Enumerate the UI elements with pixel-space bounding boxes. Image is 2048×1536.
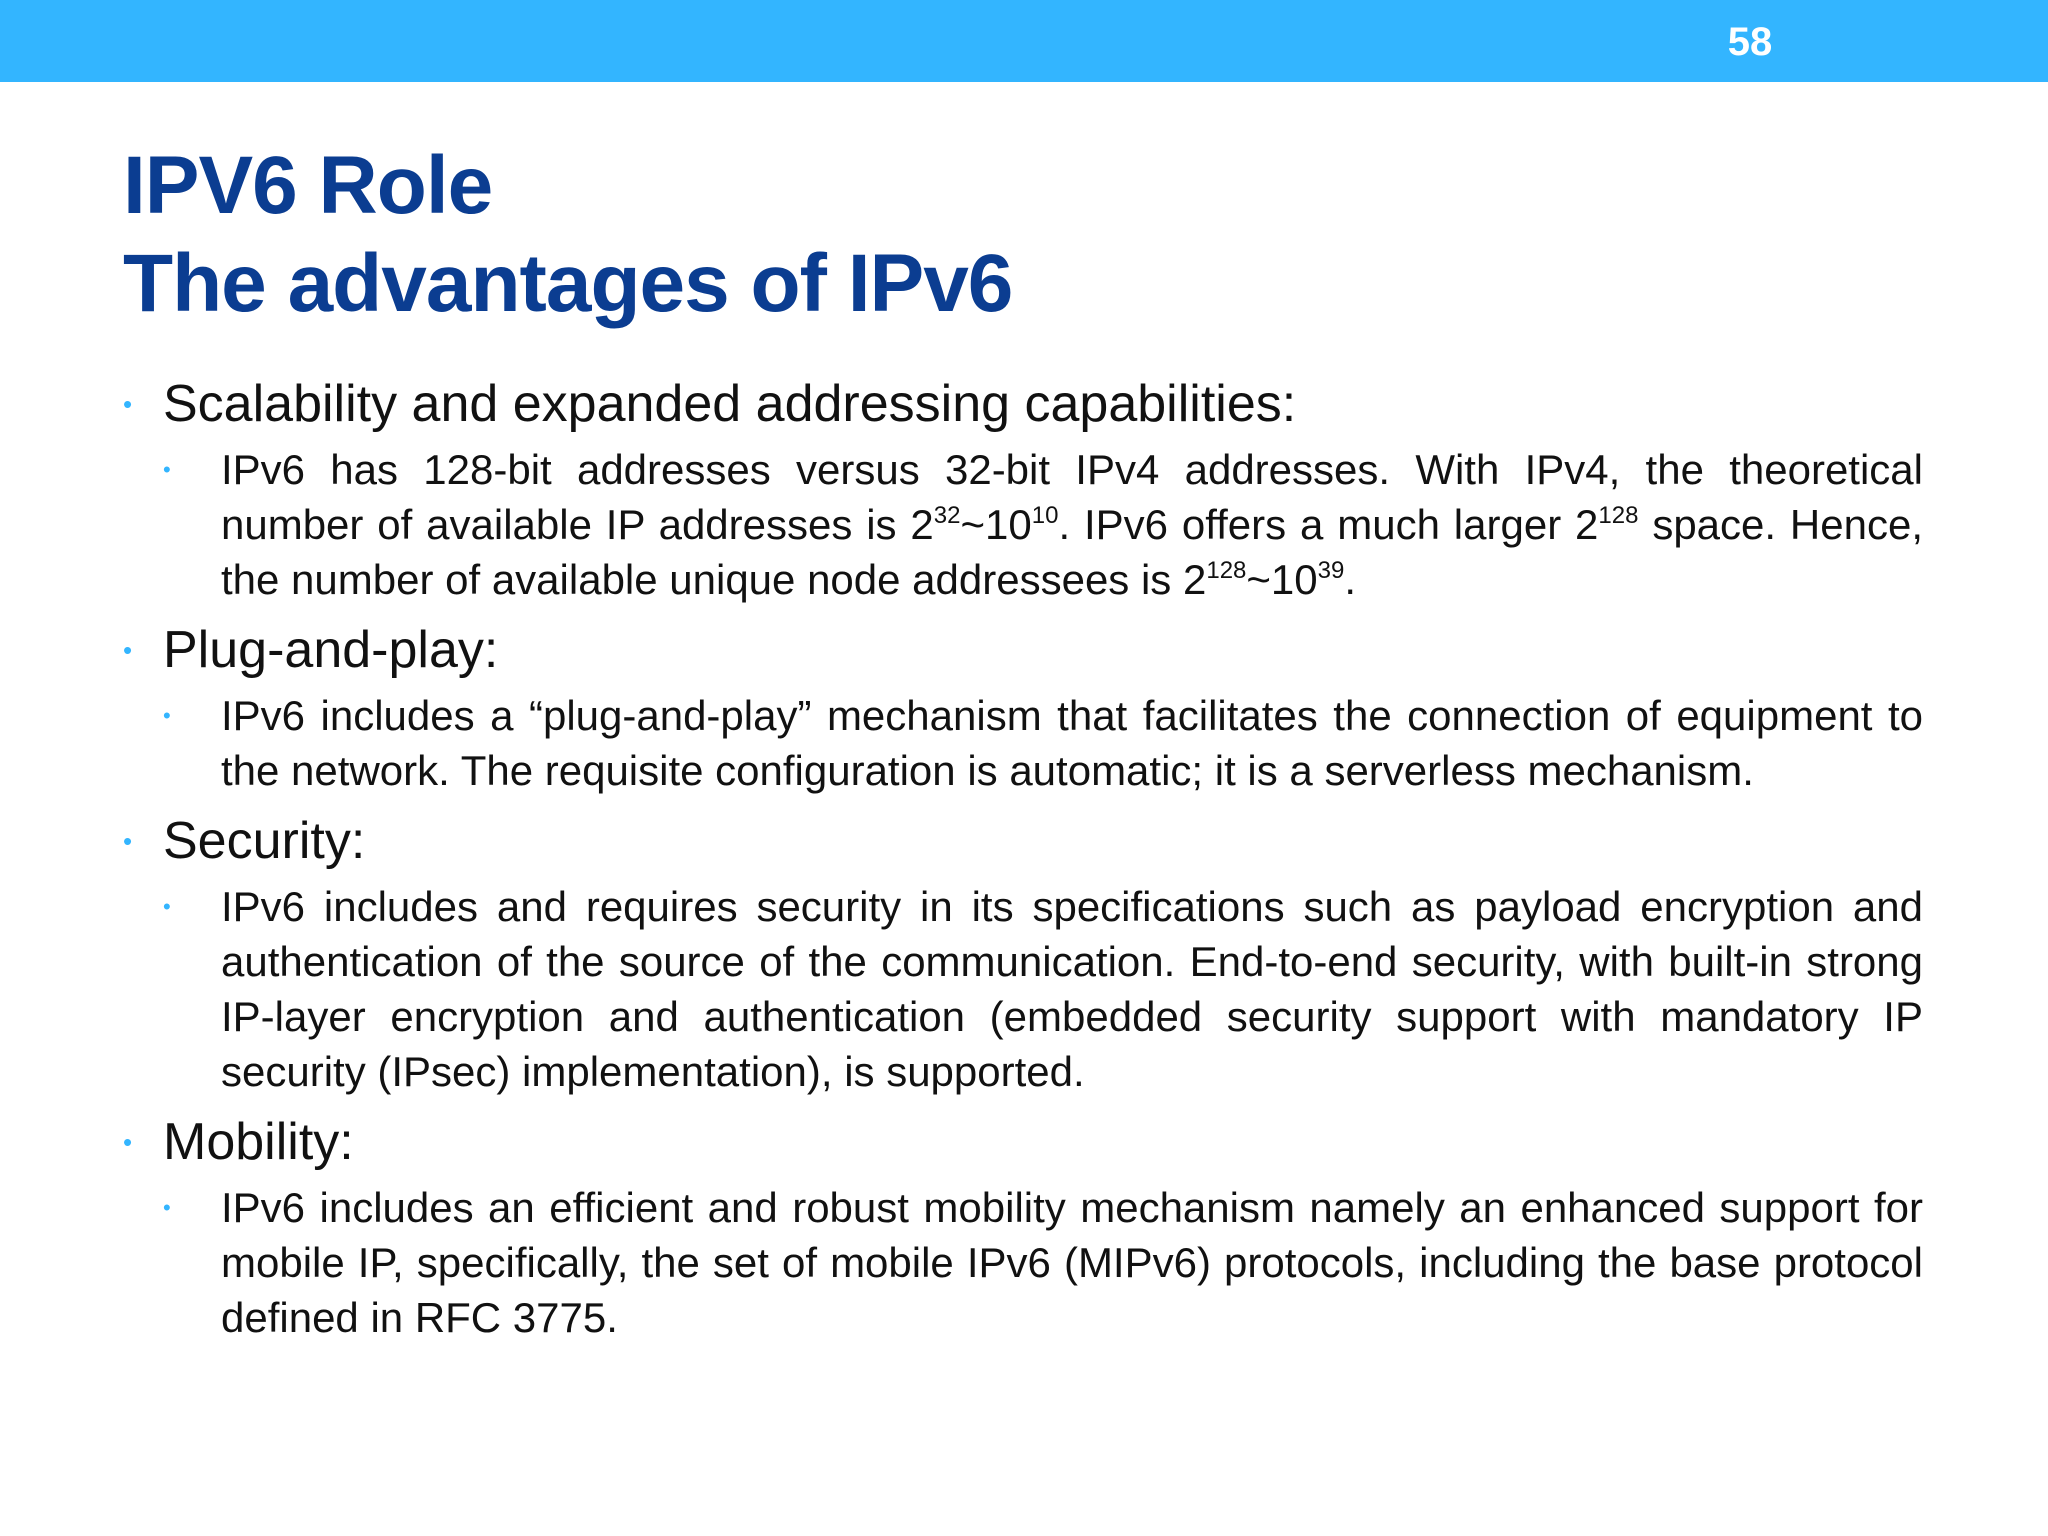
superscript: 128 xyxy=(1598,502,1639,529)
section-security xyxy=(123,807,1923,1099)
section-plug-and-play xyxy=(123,616,1923,798)
list-item xyxy=(163,1180,1923,1345)
section-heading xyxy=(123,370,1923,438)
section-scalability xyxy=(123,370,1923,607)
item-text-part: ~10 xyxy=(1246,556,1318,603)
item-text-part: . IPv6 offers a much larger 2 xyxy=(1058,501,1599,548)
bullet-icon: • xyxy=(123,826,133,856)
section-heading xyxy=(123,1108,1923,1176)
slide-title: IPV6 Role xyxy=(123,140,493,231)
sub-bullet-icon: • xyxy=(163,703,171,728)
section-heading-text: Security: xyxy=(163,812,366,870)
superscript: 10 xyxy=(1031,502,1059,529)
bullet-icon: • xyxy=(123,389,133,419)
section-heading-text: Scalability and expanded addressing capabilities: xyxy=(163,375,1297,433)
list-item xyxy=(163,442,1923,607)
superscript: 32 xyxy=(933,502,961,529)
section-mobility xyxy=(123,1108,1923,1345)
item-text-part: space. Hence, the number of available unique node addressees is 2 xyxy=(221,501,1923,603)
sub-bullet-icon: • xyxy=(163,457,171,482)
slide-subtitle: The advantages of IPv6 xyxy=(123,238,1013,329)
header-bar xyxy=(0,0,2048,82)
sub-bullet-icon: • xyxy=(163,894,171,919)
item-text-part: . xyxy=(1344,556,1357,603)
item-text-part: ~10 xyxy=(960,501,1032,548)
superscript: 128 xyxy=(1206,557,1247,584)
list-item xyxy=(163,688,1923,798)
item-text: IPv6 includes a “plug-and-play” mechanism that facilitates the connection of equipment to the network. The requisite configuration is automatic; it is a serverless mechanism. xyxy=(221,692,1923,794)
superscript: 39 xyxy=(1317,557,1345,584)
section-heading-text: Plug-and-play: xyxy=(163,621,499,679)
item-text: IPv6 includes and requires security in its specifications such as payload encryption and authentication of the source of the communication. End-to-end security, with built-in strong IP-layer encryption and authentication (embedded security support with mandatory IP security (IPsec) implementation), is supported. xyxy=(221,883,1923,1095)
section-heading xyxy=(123,807,1923,875)
section-heading-text: Mobility: xyxy=(163,1113,354,1171)
item-text: IPv6 includes an efficient and robust mobility mechanism namely an enhanced support for mobile IP, specifically, the set of mobile IPv6 (MIPv6) protocols, including the base protocol defined in RFC 3775. xyxy=(221,1184,1923,1341)
slide-content xyxy=(123,370,1923,1345)
bullet-icon: • xyxy=(123,1127,133,1157)
section-heading xyxy=(123,616,1923,684)
sub-bullet-icon: • xyxy=(163,1195,171,1220)
item-text-part: IPv6 has 128-bit addresses versus 32-bit IPv4 addresses. With IPv4, the theoretical number of available IP addresses is 2 xyxy=(221,446,1923,548)
page-number: 58 xyxy=(1727,20,1773,64)
bullet-icon: • xyxy=(123,635,133,665)
list-item xyxy=(163,879,1923,1099)
